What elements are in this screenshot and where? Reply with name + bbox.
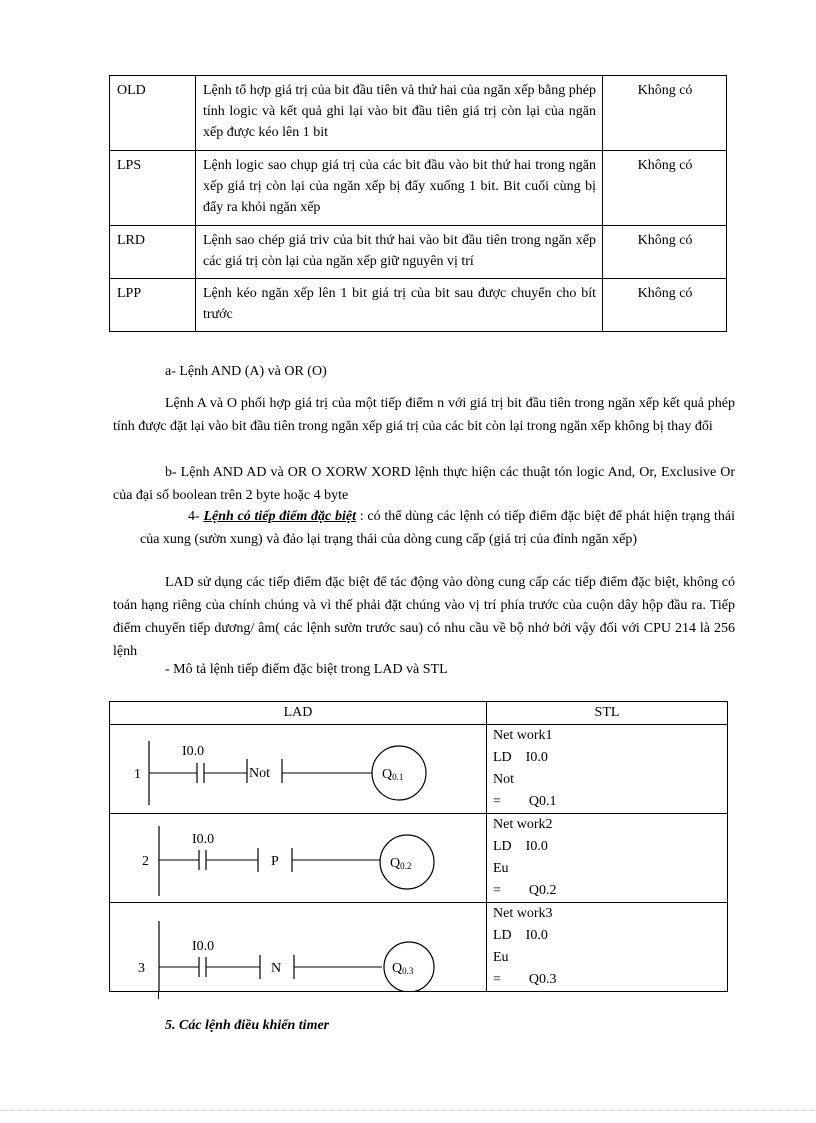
stl-line: Eu — [493, 861, 509, 876]
section-a-body: Lệnh A và O phối hợp giá trị của một tiếp điểm n với giá trị bit đầu tiên trong ngăn xếp kết quả phép tính được đặt lại vào bit đầu tiên trong ngăn xếp giá trị của các bit còn lại trong ngăn xếp không bị thay đổi — [113, 396, 735, 434]
ladder-diagram — [110, 725, 486, 813]
lad-description: LAD sử dụng các tiếp điểm đặc biệt để tác động vào dòng cung cấp các tiếp điểm đặc biệt, không có toán hạng riêng của chính chúng và vì thế phải đặt chúng vào vị trí phía trước của cuộn dây hộp đầu ra. Tiếp điểm chuyển tiếp dương/ âm( các lệnh sườn trước sau) có nhu cầu về bộ nhớ bởi vậy đối với CPU 214 là 256 lệnh — [113, 575, 735, 659]
section-4-title: Lệnh có tiếp điểm đặc biệt — [203, 509, 357, 524]
instruction-code: LPS — [110, 151, 196, 226]
coil-address: 0.1 — [392, 772, 404, 782]
instruction-operand: Không có — [603, 279, 727, 332]
stl-line: Net work1 — [493, 728, 553, 743]
instruction-code: OLD — [110, 76, 196, 151]
instruction-operand: Không có — [603, 226, 727, 279]
instruction-operand: Không có — [603, 76, 727, 151]
lad-cell — [110, 814, 487, 903]
stl-line: LD I0.0 — [493, 839, 548, 854]
table-row — [110, 725, 728, 814]
coil-address: 0.2 — [400, 861, 412, 871]
lad-column-header: LAD — [110, 702, 487, 725]
section-4-number: 4- — [188, 509, 200, 524]
table-header-row — [110, 702, 728, 725]
table-row — [110, 903, 728, 992]
table-row — [110, 814, 728, 903]
lad-cell — [110, 725, 487, 814]
box-label: Not — [249, 766, 270, 781]
section-b-body: b- Lệnh AND AD và OR O XORW XORD lệnh thực hiện các thuật tón logic And, Or, Exclusive Or của đại số boolean trên 2 byte hoặc 4 byte — [113, 465, 735, 503]
table-row — [110, 151, 727, 226]
instruction-code: LRD — [110, 226, 196, 279]
coil-letter: Q — [392, 961, 403, 976]
box-label: N — [271, 961, 282, 976]
coil-label — [382, 767, 403, 782]
coil-letter: Q — [382, 767, 393, 782]
stl-line: = Q0.3 — [493, 972, 557, 987]
instruction-code: LPP — [110, 279, 196, 332]
stl-cell — [487, 903, 728, 992]
table-row — [110, 76, 727, 151]
table-row — [110, 279, 727, 332]
box-label: P — [271, 854, 279, 869]
ladder-diagram — [110, 903, 486, 991]
stl-column-header: STL — [487, 702, 728, 725]
stl-cell — [487, 725, 728, 814]
contact-label: I0.0 — [192, 939, 215, 954]
instruction-description: Lệnh logic sao chụp giá trị của các bit đầu vào bit thứ hai trong ngăn xếp giá trị còn lại của ngăn xếp bị đẩy xuống 1 bit. Bit cuối cùng bị đẩy ra khỏi ngăn xếp — [196, 151, 603, 226]
rung-number: 2 — [142, 854, 149, 869]
instruction-description: Lệnh kéo ngăn xếp lên 1 bit giá trị của bit sau được chuyển cho bít trước — [196, 279, 603, 332]
lad-cell — [110, 903, 487, 992]
section-5-title: 5. Các lệnh điều khiển timer — [165, 1018, 330, 1033]
instruction-description: Lệnh sao chép giá triv của bit thứ hai vào bit đầu tiên trong ngăn xếp các giá trị còn lại của ngăn xếp giữ nguyên vị trí — [196, 226, 603, 279]
ladder-rung-3 — [110, 903, 487, 991]
stl-line: Net work3 — [493, 906, 553, 921]
coil-address: 0.3 — [402, 966, 414, 976]
stl-line: LD I0.0 — [493, 928, 548, 943]
ladder-rung-2 — [110, 814, 487, 902]
ladder-diagram — [110, 814, 486, 902]
description-note: - Mô tả lệnh tiếp điểm đặc biệt trong LAD và STL — [165, 662, 448, 677]
table-row — [110, 226, 727, 279]
stl-line: = Q0.1 — [493, 794, 557, 809]
ladder-rung-1 — [110, 725, 487, 813]
stl-line: Not — [493, 772, 514, 787]
coil-label — [392, 961, 414, 976]
page-bottom-rule — [0, 1110, 816, 1111]
instruction-description: Lệnh tổ hợp giá trị của bit đầu tiên và thứ hai của ngăn xếp bằng phép tính logic và kết quả ghi lại vào bit đầu tiên giá trị còn lại của ngăn xếp được kéo lên 1 bit — [196, 76, 603, 151]
stl-line: = Q0.2 — [493, 883, 557, 898]
rail-tail — [158, 990, 159, 999]
contact-label: I0.0 — [182, 744, 205, 759]
section-a-heading: a- Lệnh AND (A) và OR (O) — [165, 364, 327, 379]
stl-line: Net work2 — [493, 817, 553, 832]
section-4-paragraph — [140, 505, 735, 551]
coil-letter: Q — [390, 856, 401, 871]
stack-instruction-table — [109, 75, 727, 332]
coil-label — [390, 856, 411, 871]
stl-line: Eu — [493, 950, 509, 965]
contact-label: I0.0 — [192, 832, 215, 847]
stl-cell — [487, 814, 728, 903]
rung-number: 1 — [134, 767, 141, 782]
rung-number: 3 — [138, 961, 145, 976]
section-4-body: : có thể dùng các lệnh có tiếp điểm đặc biệt để phát hiện trạng thái của xung (sườn xung) và đảo lại trạng thái của dòng cung cấp (giá trị của đỉnh ngăn xếp) — [140, 509, 735, 547]
instruction-operand: Không có — [603, 151, 727, 226]
lad-stl-table — [109, 701, 728, 992]
stl-line: LD I0.0 — [493, 750, 548, 765]
